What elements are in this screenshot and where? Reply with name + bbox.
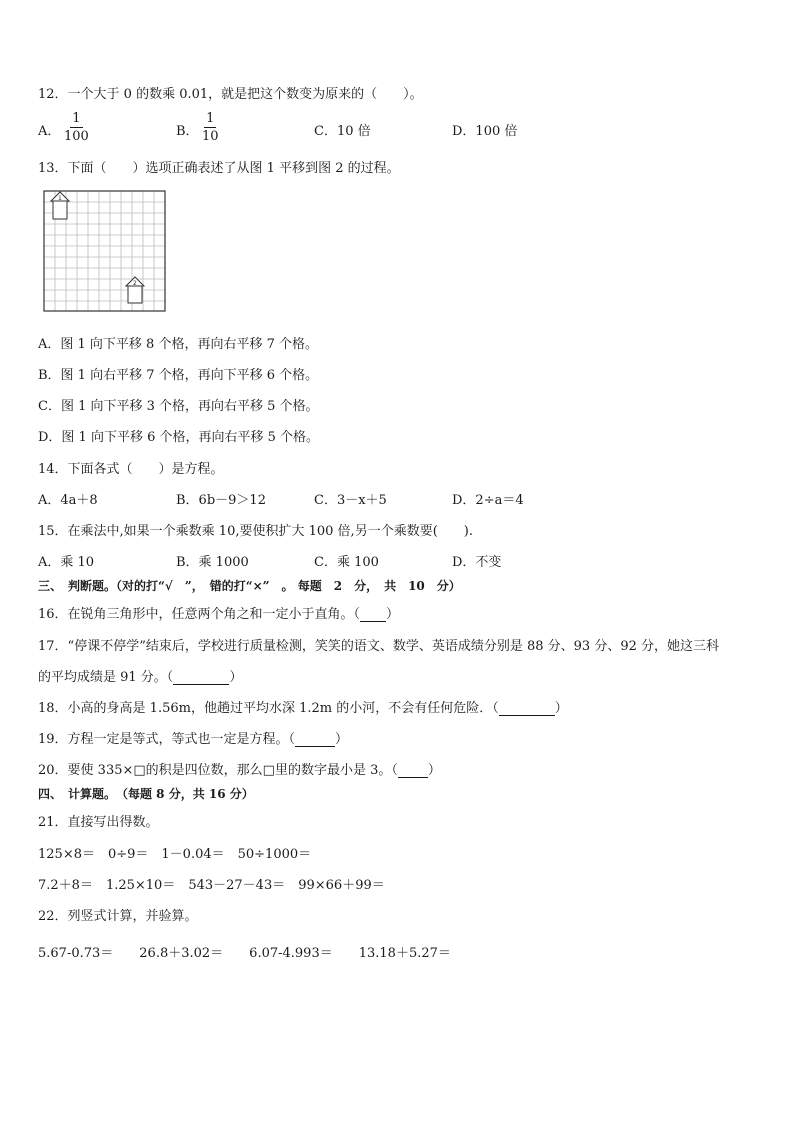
q19-end: ）: [335, 732, 349, 747]
q19: [38, 728, 348, 747]
figure-2-house-icon: [126, 277, 144, 303]
q22-row: 5.67-0.73＝ 26.8＋3.02＝ 6.07-4.993＝ 13.18＋5.27＝: [38, 946, 451, 961]
translation-grid-figure: [43, 190, 167, 313]
q13-option-b: B．图 1 向右平移 7 个格，再向下平移 6 个格。: [38, 368, 319, 383]
fraction-denominator: 10: [202, 129, 219, 144]
q15-option-d: D．不变: [452, 555, 502, 570]
q20-end: ）: [427, 763, 441, 778]
q17-end: ）: [229, 670, 243, 685]
section-3-heading: 三、 判断题。（对的打“√ ”， 错的打“×” 。 每题 2 分， 共 10 分）: [38, 579, 461, 593]
q21-stem: 21．直接写出得数。: [38, 815, 159, 830]
q18: [38, 697, 568, 716]
q14-option-c: C．3－x＋5: [314, 493, 387, 508]
q13-option-c: C．图 1 向下平移 3 个格，再向右平移 5 个格。: [38, 399, 319, 414]
q15-stem: 15．在乘法中,如果一个乘数乘 10,要使积扩大 100 倍,另一个乘数要( ).: [38, 524, 473, 539]
fraction-denominator: 100: [64, 129, 89, 144]
q15-option-b: B．乘 1000: [176, 555, 249, 570]
q14-option-b: B．6b－9＞12: [176, 493, 266, 508]
q15-option-c: C．乘 100: [314, 555, 379, 570]
fraction-numerator: 1: [72, 111, 81, 126]
q18-answer-blank[interactable]: [499, 715, 555, 716]
q12-option-b-fraction: [200, 110, 221, 145]
q20-answer-blank[interactable]: [398, 777, 428, 778]
q14-option-d: D．2÷a＝4: [452, 493, 524, 508]
q12-option-c: C．10 倍: [314, 124, 371, 139]
q19-text: 19．方程一定是等式，等式也一定是方程。（: [38, 732, 296, 747]
q13-option-a: A．图 1 向下平移 8 个格，再向右平移 7 个格。: [38, 337, 318, 352]
q13-stem: 13．下面（ ）选项正确表述了从图 1 平移到图 2 的过程。: [38, 161, 400, 176]
q15-option-a: A．乘 10: [38, 555, 95, 570]
q13-option-d: D．图 1 向下平移 6 个格，再向右平移 5 个格。: [38, 430, 320, 445]
q16: [38, 603, 399, 622]
q12-option-a-fraction: [62, 110, 91, 145]
q18-text: 18．小高的身高是 1.56m，他趟过平均水深 1.2m 的小河，不会有任何危险．（: [38, 701, 499, 716]
q21-row-2: 7.2＋8＝ 1.25×10＝ 543－27－43＝ 99×66＋99＝: [38, 878, 385, 893]
figure-1-label: 1: [58, 195, 62, 202]
q16-end: ）: [386, 607, 400, 622]
q17-text: 的平均成绩是 91 分。（: [38, 670, 174, 685]
fraction-numerator: 1: [206, 111, 215, 126]
q21-row-1: 125×8＝ 0÷9＝ 1－0.04＝ 50÷1000＝: [38, 847, 312, 862]
q12-option-b-label: B．: [176, 124, 199, 139]
q16-answer-blank[interactable]: [360, 621, 386, 622]
q20-text: 20．要使 335×□的积是四位数，那么□里的数字最小是 3。（: [38, 763, 398, 778]
q22-stem: 22．列竖式计算，并验算。: [38, 909, 198, 924]
q19-answer-blank[interactable]: [295, 746, 335, 747]
q12-stem: 12．一个大于 0 的数乘 0.01，就是把这个数变为原来的（ ）。: [38, 87, 423, 102]
q12-option-d: D．100 倍: [452, 124, 518, 139]
q12-option-a-label: A．: [38, 124, 61, 139]
q14-stem: 14．下面各式（ ）是方程。: [38, 462, 224, 477]
q14-option-a: A．4a＋8: [38, 493, 98, 508]
q20: [38, 759, 441, 778]
q17-answer-blank[interactable]: [173, 684, 229, 685]
section-4-heading: 四、 计算题。 （每题 8 分，共 16 分）: [38, 787, 254, 801]
q18-end: ）: [554, 701, 568, 716]
figure-2-label: 2: [133, 280, 137, 287]
q17-line-2: [38, 666, 242, 685]
q16-text: 16．在锐角三角形中，任意两个角之和一定小于直角。（: [38, 607, 361, 622]
q17-line-1: 17．“停课不停学”结束后，学校进行质量检测，笑笑的语文、数学、英语成绩分别是 88 分、93 分、92 分，她这三科: [38, 639, 719, 654]
